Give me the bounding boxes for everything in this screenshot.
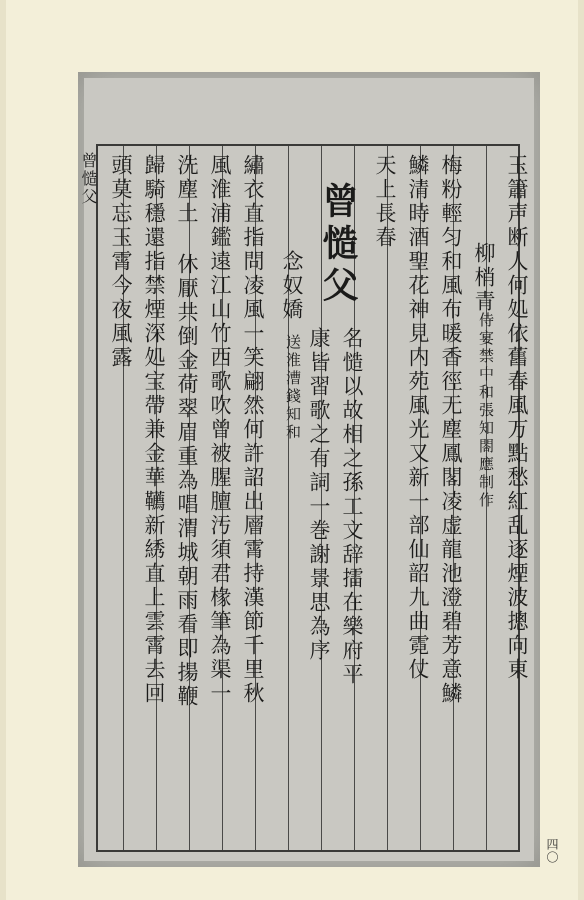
poem-subtitle: 送淮漕錢知和: [284, 334, 302, 442]
column-rule: [387, 146, 388, 850]
author-name: 曾慥父: [317, 182, 359, 308]
text-column: 康皆習歌之有詞一巻謝景思為序: [307, 327, 331, 663]
text-column: 梅粉輕匀和風布暖香徑无塵鳳閣凌虚龍池澄碧芳意鱗: [439, 154, 463, 706]
text-column: 鱗清時酒聖花神見内苑風光又新一部仙韶九曲霓仗: [406, 154, 430, 682]
text-column: 繡衣直指問凌風一笑翩然何許詔出層霄持漢節千里秋: [241, 154, 265, 706]
text-column: 歸騎穩還指禁煙深処宝帶兼金華韉新綉直上雲霄去回: [142, 154, 166, 706]
text-column: 洗塵土 休厭共倒金荷翠眉重為唱渭城朝雨看即揚鞭: [175, 154, 199, 709]
text-column: 天上長春: [373, 154, 397, 250]
poem-subtitle: 侍宴禁中和張知閤應制作: [477, 312, 495, 510]
text-column: 名慥以故相之孫工文辞擂在樂府平: [340, 327, 364, 687]
text-column: 玉簫声断人何処依舊春風万點愁紅乱逐煙波摠向東: [505, 154, 529, 682]
page-edge-right: [578, 0, 584, 900]
text-column: 風淮浦鑑遠江山竹西歌吹曾被腥膻汚須君椽筆為渠一: [208, 154, 232, 706]
poem-title: 柳梢青: [472, 242, 496, 314]
page-number: 四〇: [545, 838, 559, 864]
scanned-page: [78, 72, 540, 867]
page-edge-left: [0, 0, 6, 900]
text-column: 頭莫忘玉霄今夜風露: [109, 154, 133, 370]
page-header: 曾慥父: [79, 152, 98, 206]
poem-title: 念奴嬌: [280, 250, 304, 322]
